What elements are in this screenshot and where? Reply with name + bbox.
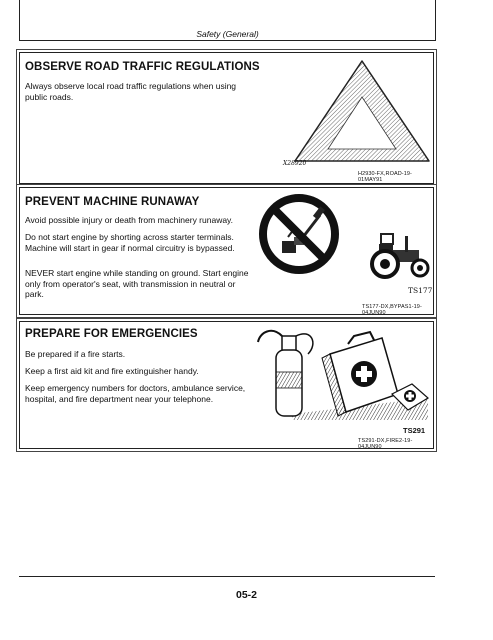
paragraph: NEVER start engine while standing on ground. Start engine only from operator's seat, with transmission in neutral or park. [25,268,249,299]
paragraph: Be prepared if a fire starts. [25,349,126,359]
paragraph: Always observe local road traffic regulations when using public roads. [25,81,237,102]
no-bypass-start-icon [258,193,340,275]
paragraph: Keep emergency numbers for doctors, ambulance service, hospital, and fire department near your telephone. [25,383,246,404]
page-number: 05-2 [235,589,257,601]
page-header [19,0,436,41]
paragraph: Avoid possible injury or death from machinery runaway. [25,215,234,225]
section-title: PREPARE FOR EMERGENCIES [25,328,198,340]
paragraph: Do not start engine by shorting across starter terminals. Machine will start in gear if normal circuitry is bypassed. [25,232,235,253]
tractor-icon [365,230,435,280]
fire-extinguisher-and-first-aid-kit-icon [252,324,432,424]
footer-rule [19,576,435,577]
reference-code: TS177-DX,BYPAS1-19-04JUN90 [362,304,422,316]
figure-label: X28920 [283,160,307,167]
reference-code: TS291-DX,FIRE2-19-04JUN90 [358,438,413,450]
section-road-traffic [19,52,434,184]
reference-code: H2930-FX,ROAD-19-01MAY91 [358,171,412,183]
section-title: PREVENT MACHINE RUNAWAY [25,196,200,208]
slow-moving-vehicle-triangle-icon [292,57,432,167]
section-prepare-emergencies [19,321,434,449]
header-title: Safety (General) [196,29,259,39]
paragraph: Keep a first aid kit and fire extinguisher handy. [25,366,199,376]
section-machine-runaway [19,187,434,315]
figure-label: TS291 [403,426,426,435]
figure-label: TS177 [408,286,433,295]
section-title: OBSERVE ROAD TRAFFIC REGULATIONS [25,61,260,73]
